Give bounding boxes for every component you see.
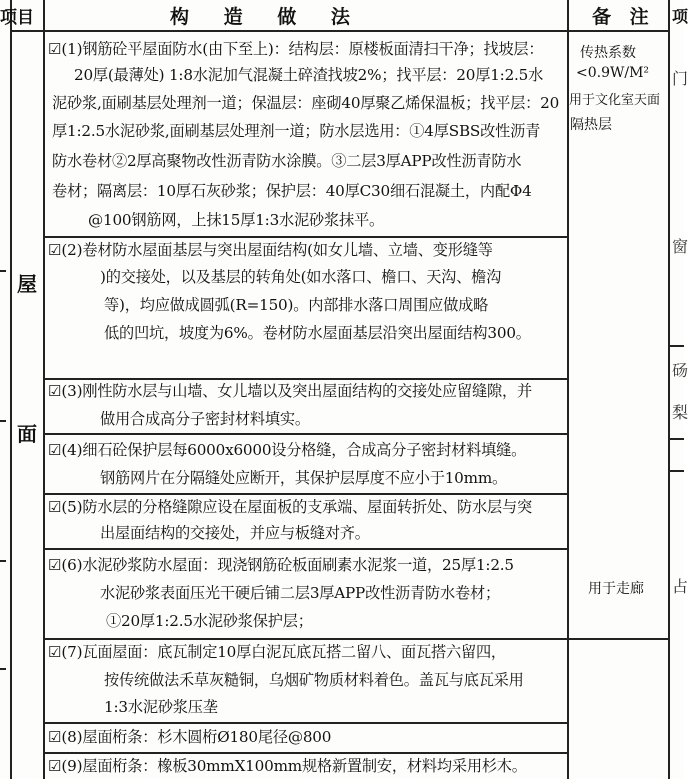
- edge-fragment: 门: [672, 69, 688, 88]
- row-divider: [43, 722, 568, 724]
- note-heat-coefficient: 传热系数: [580, 45, 636, 61]
- header-note: 备 注: [592, 5, 655, 28]
- spec-line: ☑(2)卷材防水屋面基层与突出屋面结构(如女儿墙、立墙、变形缝等: [48, 241, 493, 259]
- note-usage-culture-room: 用于文化室天面: [569, 93, 661, 108]
- spec-line: 等)，均应做成圆弧(R=150)。内部排水落口周围应做成略: [104, 296, 489, 314]
- spec-line: 厚1:2.5水泥砂浆,面刷基层处理剂一道；防水层选用：①4厚SBS改性沥青: [52, 122, 541, 140]
- spec-line: 防水卷材②2厚高聚物改性沥青防水涂膜。③二层3厚APP改性沥青防水: [52, 152, 522, 170]
- note-corridor: 用于走廊: [588, 581, 644, 597]
- spec-line: ☑(7)瓦面屋面：底瓦制定10厚白泥瓦底瓦搭二留八、面瓦搭六留四，: [48, 643, 506, 661]
- note-insulation: 隔热层: [570, 117, 612, 133]
- row-divider: [43, 236, 568, 238]
- spec-line: )的交接处，以及基层的转角处(如水落口、檐口、天沟、檐沟: [100, 268, 502, 286]
- table-border-left: [10, 0, 12, 779]
- spec-line: 出屋面结构的交接处，并应与板缝对齐。: [100, 524, 370, 542]
- note-heat-value: <0.9W/M²: [576, 65, 650, 81]
- spec-line: ①20厚1:2.5水泥砂浆保护层；: [106, 612, 313, 630]
- spec-line: ☑(1)钢筋砼平屋面防水(由下至上)：结构层：原楼板面清扫干净；找坡层：: [48, 40, 544, 58]
- column-divider-item: [43, 0, 45, 779]
- spec-line: ☑(4)细石砼保护层每6000x6000设分格缝，合成高分子密封材料填缝。: [48, 441, 527, 459]
- spec-line: 20厚(最薄处) 1:8水泥加气混凝土碎渣找坡2%；找平层：20厚1:2.5水: [74, 66, 544, 84]
- spec-line: ☑(5)防水层的分格缝隙应设在屋面板的支承端、屋面转折处、防水层与突: [48, 498, 532, 516]
- edge-divider: [668, 438, 684, 440]
- edge-fragment: 占: [672, 577, 688, 596]
- spec-line: 水泥砂浆表面压光干硬后铺二层3厚APP改性沥青防水卷材；: [100, 584, 500, 602]
- spec-line: @100钢筋网，上抹15厚1:3水泥砂浆抹平。: [88, 211, 384, 229]
- edge-fragment: 窗: [672, 237, 688, 256]
- margin-tick: [0, 270, 6, 272]
- spec-line: 泥砂浆,面刷基层处理剂一道；保温层：座砌40厚聚乙烯保温板；找平层：20: [52, 94, 560, 112]
- row-divider: [43, 752, 568, 754]
- header-divider: [10, 30, 670, 32]
- margin-tick: [0, 668, 6, 670]
- spec-line: 按传统做法禾草灰糙铜，乌烟矿物质材料着色。盖瓦与底瓦采用: [104, 671, 524, 689]
- edge-divider: [668, 345, 684, 347]
- row-divider: [43, 548, 568, 550]
- spec-line: ☑(8)屋面桁条：杉木圆桁Ø180尾径@800: [48, 728, 332, 746]
- header-item: 项目: [0, 7, 34, 28]
- header-method: 构 造 做 法: [170, 5, 364, 28]
- spec-line: 卷材；隔离层：10厚石灰砂浆；保护层：40厚C30细石混凝土，内配Φ4: [52, 182, 532, 200]
- header-edge: 项: [672, 6, 688, 26]
- row-divider: [43, 638, 668, 640]
- spec-line: 做用合成高分子密封材料填实。: [100, 410, 310, 428]
- spec-line: 低的凹坑，坡度为6%。卷材防水屋面基层沿突出屋面结构300。: [104, 324, 531, 342]
- spec-line: ☑(9)屋面桁条：橡板30mmX100mm规格新置制安，材料均采用杉木。: [48, 757, 527, 775]
- spec-line: ☑(3)刚性防水层与山墙、女儿墙以及突出屋面结构的交接处应留缝隙，并: [48, 382, 532, 400]
- edge-fragment: 梨: [672, 403, 688, 422]
- spec-line: 1:3水泥砂浆压垄: [104, 698, 218, 716]
- row-divider: [43, 378, 568, 380]
- edge-fragment: 砀: [672, 361, 688, 380]
- margin-tick: [0, 560, 6, 562]
- category-char-surface: 面: [17, 422, 37, 446]
- category-char-roof: 屋: [17, 272, 37, 296]
- spec-line: ☑(6)水泥砂浆防水屋面：现浇钢筋砼板面刷素水泥浆一道，25厚1:2.5: [48, 556, 514, 574]
- row-divider: [43, 493, 568, 495]
- edge-divider: [668, 470, 684, 472]
- row-divider: [43, 433, 568, 435]
- margin-tick: [0, 420, 6, 422]
- spec-line: 钢筋网片在分隔缝处应断开，其保护层厚度不应小于10mm。: [100, 469, 508, 487]
